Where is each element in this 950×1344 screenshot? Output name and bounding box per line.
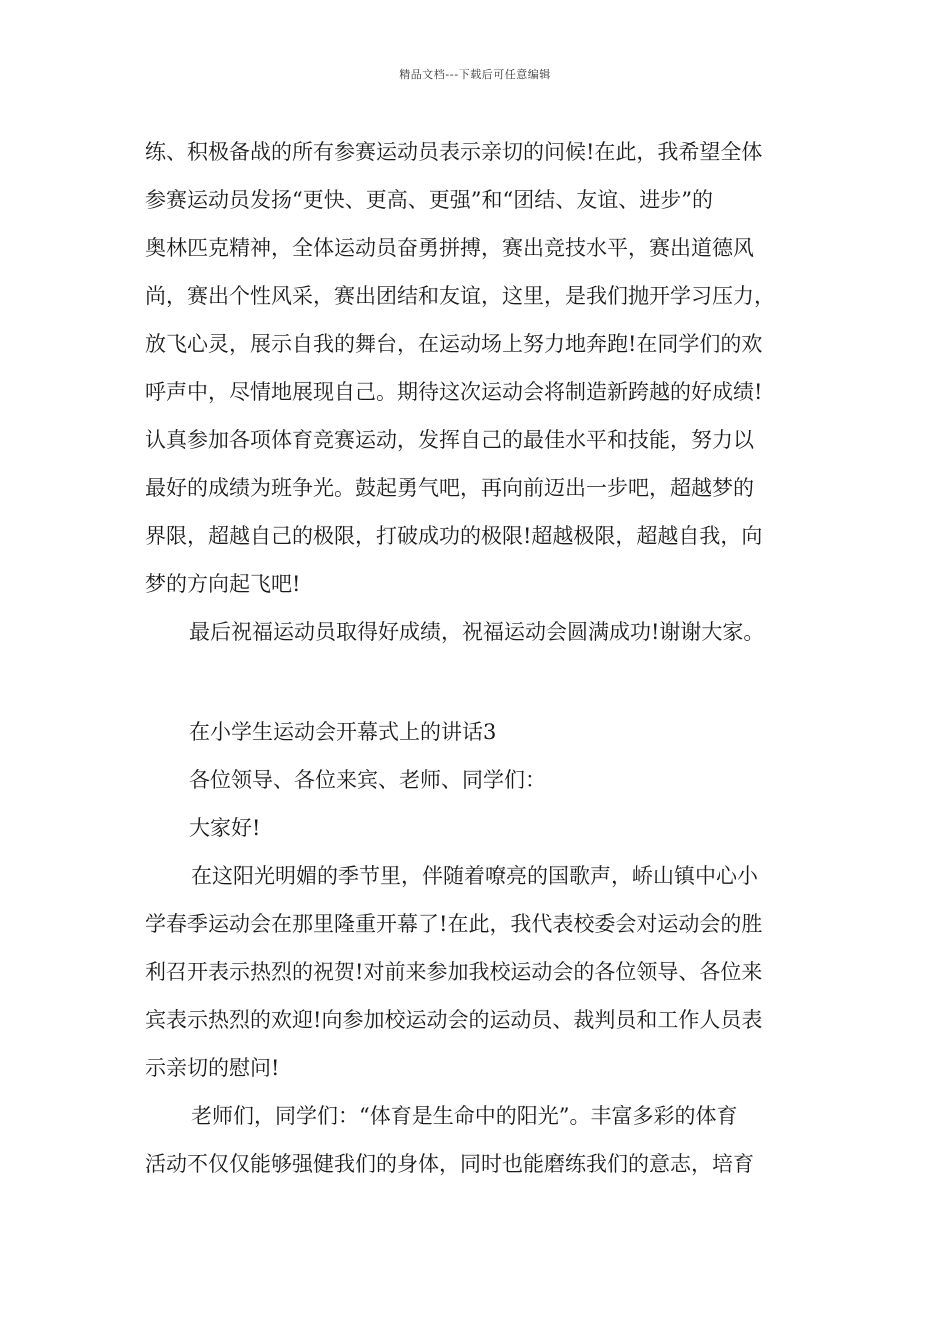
text-line: 练、积极备战的所有参赛运动员表示亲切的问候!在此，我希望全体 [145, 140, 763, 164]
salutation: 各位领导、各位来宾、老师、同学们： [189, 768, 546, 792]
text-line: 认真参加各项体育竞赛运动，发挥自己的最佳水平和技能，努力以 [145, 428, 754, 452]
text-line: 示亲切的慰问! [145, 1056, 280, 1080]
text-line: 利召开表示热烈的祝贺!对前来参加我校运动会的各位领导、各位来 [145, 960, 763, 984]
text-line: 尚，赛出个性风采，赛出团结和友谊，这里，是我们抛开学习压力， [145, 284, 775, 308]
text-line: 最好的成绩为班争光。鼓起勇气吧，再向前迈出一步吧，超越梦的 [145, 476, 754, 500]
section-title: 在小学生运动会开幕式上的讲话3 [189, 720, 497, 744]
page-header: 精品文档---下载后可任意编辑 [399, 68, 551, 81]
text-line: 放飞心灵，展示自我的舞台，在运动场上努力地奔跑!在同学们的欢 [145, 332, 763, 356]
text-line: 学春季运动会在那里隆重开幕了!在此，我代表校委会对运动会的胜 [145, 912, 763, 936]
text-line: 在这阳光明媚的季节里，伴随着嘹亮的国歌声，峤山镇中心小 [191, 864, 758, 888]
closing-paragraph: 最后祝福运动员取得好成绩，祝福运动会圆满成功!谢谢大家。 [189, 620, 765, 644]
text-line: 界限，超越自己的极限，打破成功的极限!超越极限，超越自我，向 [145, 524, 763, 548]
text-line: 梦的方向起飞吧! [145, 572, 301, 596]
document-body [145, 128, 805, 1188]
text-line: 活动不仅仅能够强健我们的身体，同时也能磨练我们的意志，培育 [145, 1152, 754, 1176]
text-line: 参赛运动员发扬“更快、更高、更强”和“团结、友谊、进步”的 [145, 188, 713, 212]
text-line: 老师们，同学们：“体育是生命中的阳光”。丰富多彩的体育 [191, 1104, 738, 1128]
section-spacer [145, 656, 805, 708]
text-line: 宾表示热烈的欢迎!向参加校运动会的运动员、裁判员和工作人员表 [145, 1008, 763, 1032]
greeting: 大家好! [189, 816, 261, 840]
text-line: 奥林匹克精神，全体运动员奋勇拼搏，赛出竞技水平，赛出道德风 [145, 236, 754, 260]
text-line: 呼声中，尽情地展现自己。期待这次运动会将制造新跨越的好成绩! [145, 380, 763, 404]
